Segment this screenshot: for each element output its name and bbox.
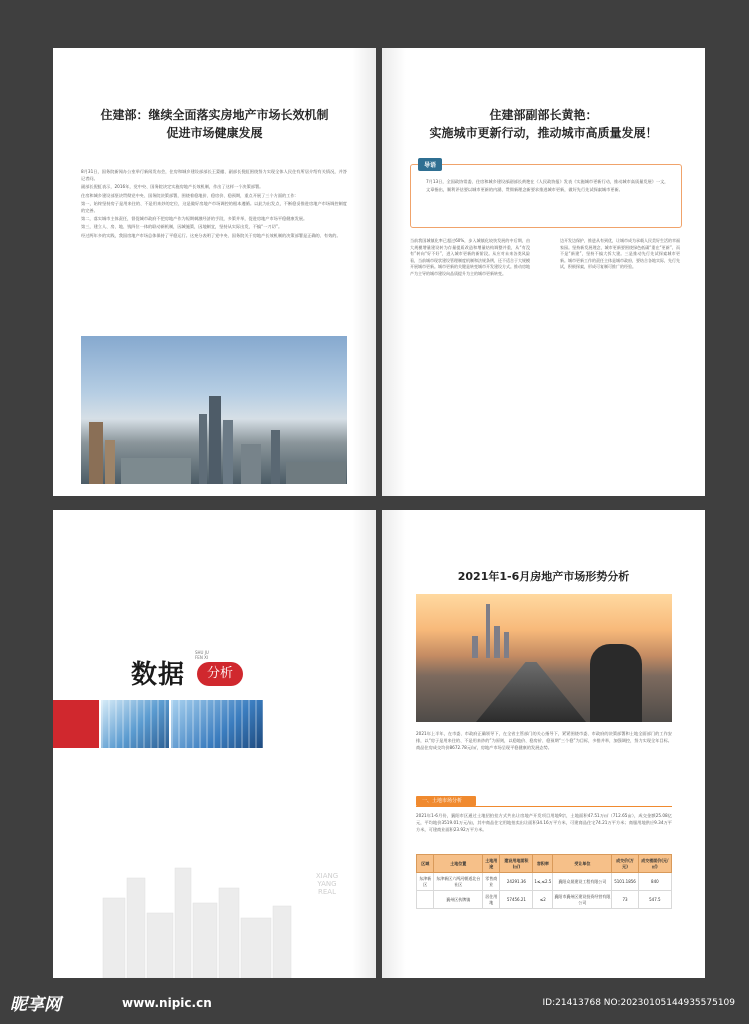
brand-title: 数据 <box>131 660 186 690</box>
businessman-road-photo <box>416 594 672 722</box>
table-cell: 547.5 <box>638 891 671 909</box>
analysis-intro: 2021年上半年，在市委、市政府正确领导下，在全省主管部门的关心指导下，紧紧围绕市委、市政府的决策部署和土地全面部门的工作安排，以“房子是用来住的、不是用来炒的”为原则，以稳地价、稳房价、稳预期“三个稳”为目标，多措并举，加强调控，努力实现全年目标。商品住房成交均价8672.78元/㎡，房地产市场呈现平稳健康的发展态势。 <box>416 731 672 751</box>
table-header: 土地用途 <box>483 855 500 873</box>
land-transaction-table <box>416 854 672 909</box>
intro-box <box>410 164 682 228</box>
analysis-title: 2021年1-6月房地产市场形势分析 <box>457 570 630 583</box>
table-cell: 东津新区六两河朝道北台社区 <box>434 873 483 891</box>
intro-text: 7月13日，全国政协常委、住房和城乡建设部副部长黄艳在《人民政协报》发表《实施城市更新行动，推动城市高质量发展》一文，文章指出，顺利评估要以城市更新的内涵、贯彻新理念新要求推进城市更新，做好先行先试探索城市更新。 <box>426 179 669 192</box>
section-text: 2021年1-6月份，襄阳市区通过土地招拍挂方式共出让房地产开发项目用地9宗，土地面积47.51万㎡（712.65亩），成交金额25.08亿元，平均地价3519.01万元/亩，其中商品住宅用地拍卖出让面积34.16万平方米，可建商品住宅74.21万平方米；商服用地供应9.34万平方米，可建商业面积23.92万平方米。 <box>416 813 672 833</box>
watermark-logo: 昵享网 <box>10 995 61 1015</box>
city-skyline-photo <box>81 336 347 484</box>
skyline-illustration <box>93 858 293 978</box>
table-cell <box>417 891 434 909</box>
watermark-url: www.nipic.cn <box>122 996 212 1010</box>
table-header-row <box>417 855 672 873</box>
table-cell: 1≤,≤2.5 <box>533 873 553 891</box>
glass-building-photo <box>101 700 169 748</box>
page-market-analysis <box>382 510 705 978</box>
spine-shadow <box>352 510 376 978</box>
section-divider <box>416 806 672 807</box>
section-heading: 一、土地市场分析 <box>416 796 476 806</box>
page-cover-data-analysis <box>53 510 376 978</box>
article-title-line1: 住建部：继续全面落实房地产市场长效机制 <box>100 108 329 122</box>
page-urban-renewal-article <box>382 48 705 496</box>
red-accent-block <box>53 700 99 748</box>
table-header: 成交价(万元) <box>612 855 638 873</box>
vertical-pinyin-text: XIANG YANG REAL <box>315 872 339 896</box>
table-header: 土地位置 <box>434 855 483 873</box>
table-header: 建设用地面积(㎡) <box>500 855 533 873</box>
table-row <box>417 873 672 891</box>
table-cell: 24291.36 <box>500 873 533 891</box>
brand-badge: 分析 <box>197 662 243 686</box>
paragraph: 第三，建立人、房、地、钱四位一体的联动新机制，因城施策，因地制宜，坚持从实际出发，不搞“一刀切”。 <box>81 224 283 230</box>
table-cell: 襄阳市襄州区建设投资经营有限公司 <box>553 891 612 909</box>
table-header: 容积率 <box>533 855 553 873</box>
paragraph: 住房和城乡建设部坚决贯彻党中央、国务院决策部署，围绕着稳地价、稳房价、稳预期，重点开展了三个方面的工作： <box>81 192 299 198</box>
table-cell: 5101.1856 <box>612 873 638 891</box>
article-column-right: 边开发边保护，推进从有到优，让城市成为承载人民美好生活的幸福家园。坚持新发展理念，城市更新要围绕绿色低碳“重在“更新”、而不是“新建”，坚持不搞大拆大建。三是推动先行先试探索城市更新。城市更新工作的责任主体是城市政府，要结合各地实际，先行先试，积极探索，形成可复制可推广的经验。 <box>560 238 680 269</box>
watermark-id: ID:21413768 NO:20230105144935575109 <box>542 998 735 1008</box>
glass-building-photo <box>171 700 263 748</box>
table-cell: 57456.21 <box>500 891 533 909</box>
table-cell: 零售商业 <box>483 873 500 891</box>
article-column-left: 当前我国城镇化率已超过60%，步入城镇化较快发展的中后期，由大规模增量建设转为存量提质改造和增量结构调整并重，从“有没有”转向“好不好”，进入城市更新的新阶段。从应对未来各类风险看，当前城市现状建设管理制度机制和法规条例，还不适合于大规模开展城市更新。城市更新的关键是转变城市开发建设方式。推动房地产为主导的城市建设向品质提升为主的城市更新转变。 <box>410 238 530 276</box>
intro-tag: 导语 <box>418 158 442 171</box>
article-title-line2: 实施城市更新行动，推动城市高质量发展！ <box>429 126 658 140</box>
table-cell: 居住用地 <box>483 891 500 909</box>
table-row <box>417 891 672 909</box>
brand-pinyin: SHU JU FEN XI <box>195 650 209 660</box>
paragraph: 经过两年多的实践，我国房地产市场总体保持了平稳运行。这充分表明了党中央、国务院关于房地产长效机制的决策部署是正确的、有效的。 <box>81 232 341 238</box>
paragraph: 第二，落实城市主体责任，督促城市政府不把房地产作为短期刺激经济的手段，多策并举，促进房地产市场平稳健康发展。 <box>81 216 308 222</box>
paragraph: 8月31日，国务院新闻办公室举行新闻发布会，住房和城乡建设部部长王蒙徽、副部长倪虹围绕努力实现全体人民住有所居介绍有关情况，并答记者问。 <box>81 169 347 182</box>
paragraph: 第一，始终坚持房子是用来住的、不是用来炒的定位，这是做好房地产市场调控的根本遵循。以此为出发点，不断稳妥推进房地产市场调控制度的完善。 <box>81 200 347 214</box>
table-header: 受让单位 <box>553 855 612 873</box>
article-title-line1: 住建部副部长黄艳： <box>489 108 598 122</box>
page-policy-article <box>53 48 376 496</box>
article-title-line2: 促进市场健康发展 <box>166 126 263 140</box>
table-cell: 840 <box>638 873 671 891</box>
article-body <box>81 168 347 240</box>
table-header: 区域 <box>417 855 434 873</box>
table-header: 成交楼面价(元/㎡) <box>638 855 671 873</box>
table-cell: 襄州区伙牌镇 <box>434 891 483 909</box>
table-cell: ≤2 <box>533 891 553 909</box>
table-cell: 73 <box>612 891 638 909</box>
table-cell: 东津新区 <box>417 873 434 891</box>
table-cell: 襄阳众晟建设工程有限公司 <box>553 873 612 891</box>
paragraph: 副部长倪虹表示，2016年，党中央、国务院决定实施房地产长效机制，作出了这样一个决策部署。 <box>81 184 264 190</box>
